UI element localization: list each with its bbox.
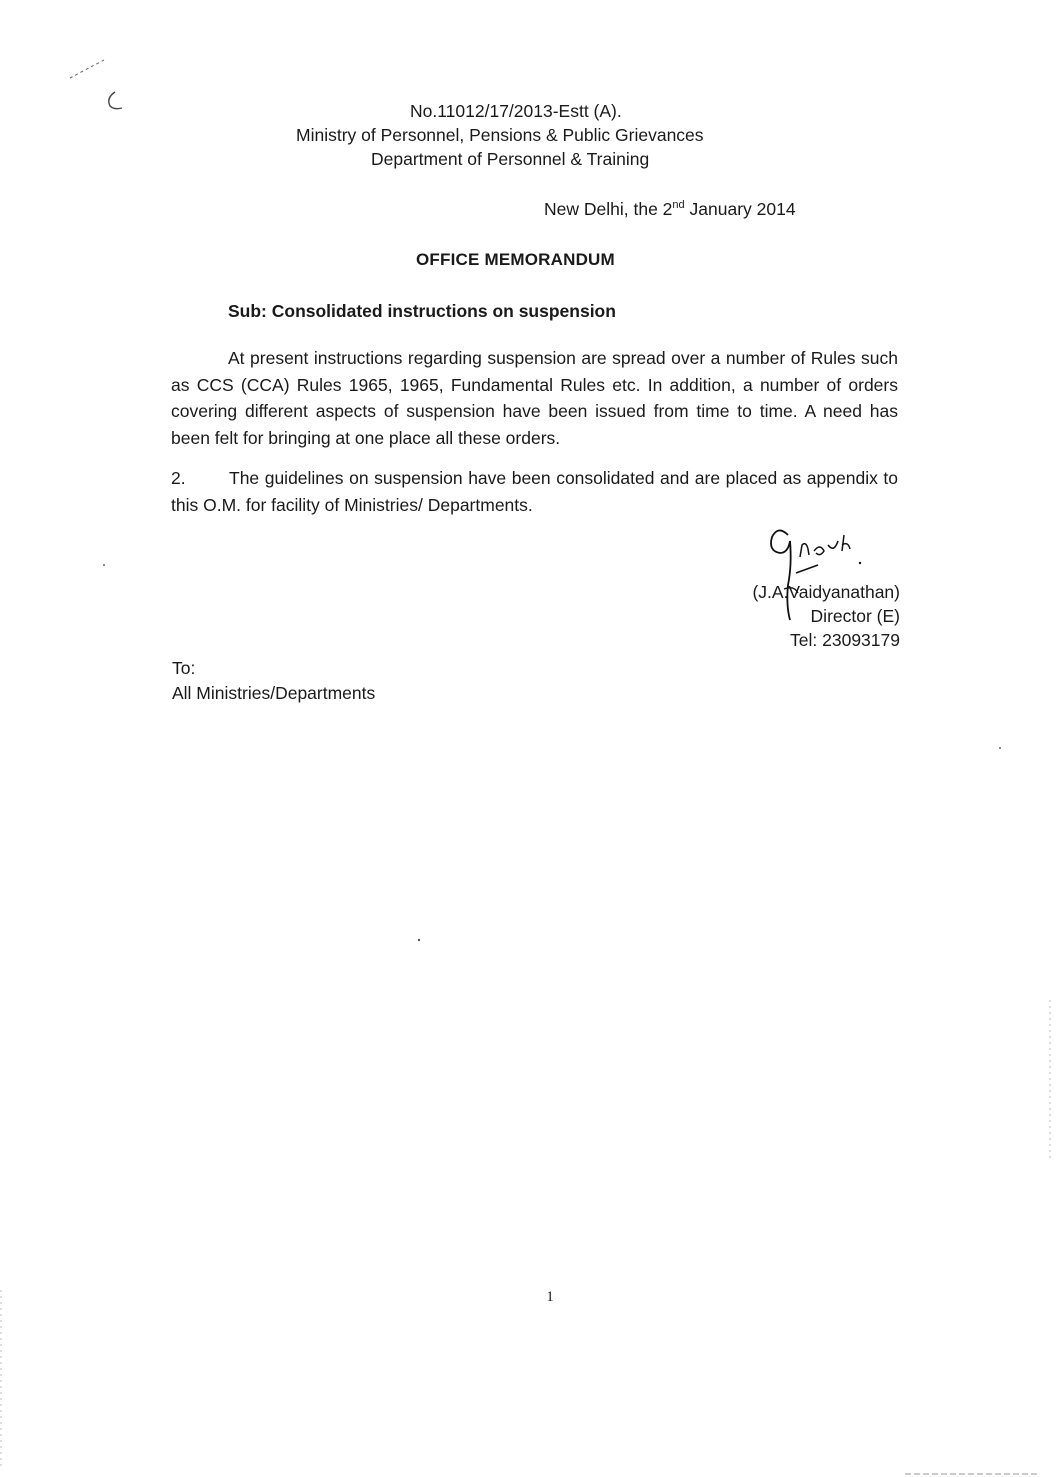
signatory-designation: Director (E) [810, 606, 900, 626]
date-ordinal-suffix: nd [672, 199, 685, 211]
department-name: Department of Personnel & Training [371, 149, 650, 169]
ministry-name: Ministry of Personnel, Pensions & Public Grievances [296, 125, 704, 145]
signatory-telephone: Tel: 23093179 [790, 630, 900, 650]
date-prefix: New Delhi, the 2 [544, 199, 673, 219]
signatory-name: (J.A.Vaidyanathan) [752, 582, 900, 602]
reference-number: No.11012/17/2013-Estt (A). [410, 101, 622, 121]
paragraph-2-number: 2. [171, 468, 186, 488]
document-date [544, 197, 796, 221]
paragraph-2 [171, 465, 898, 518]
document-title: OFFICE MEMORANDUM [416, 250, 615, 269]
recipient-addressee: All Ministries/Departments [172, 683, 376, 703]
paragraph-1: At present instructions regarding suspension are spread over a number of Rules such as CCS (CCA) Rules 1965, 1965, Fundamental Rules etc. In addition, a number of orders covering different aspects of suspension have been issued from time to time. A need has been felt for bringing at one place all these orders. [171, 348, 898, 448]
date-rest: January 2014 [684, 199, 796, 219]
subject-line: Sub: Consolidated instructions on suspension [228, 301, 616, 321]
signature-block [700, 515, 910, 655]
paragraph-2-text: The guidelines on suspension have been consolidated and are placed as appendix to this O.M. for facility of Ministries/ Departments. [171, 468, 898, 515]
recipient-label: To: [172, 658, 196, 678]
page-number: 1 [546, 1289, 554, 1305]
